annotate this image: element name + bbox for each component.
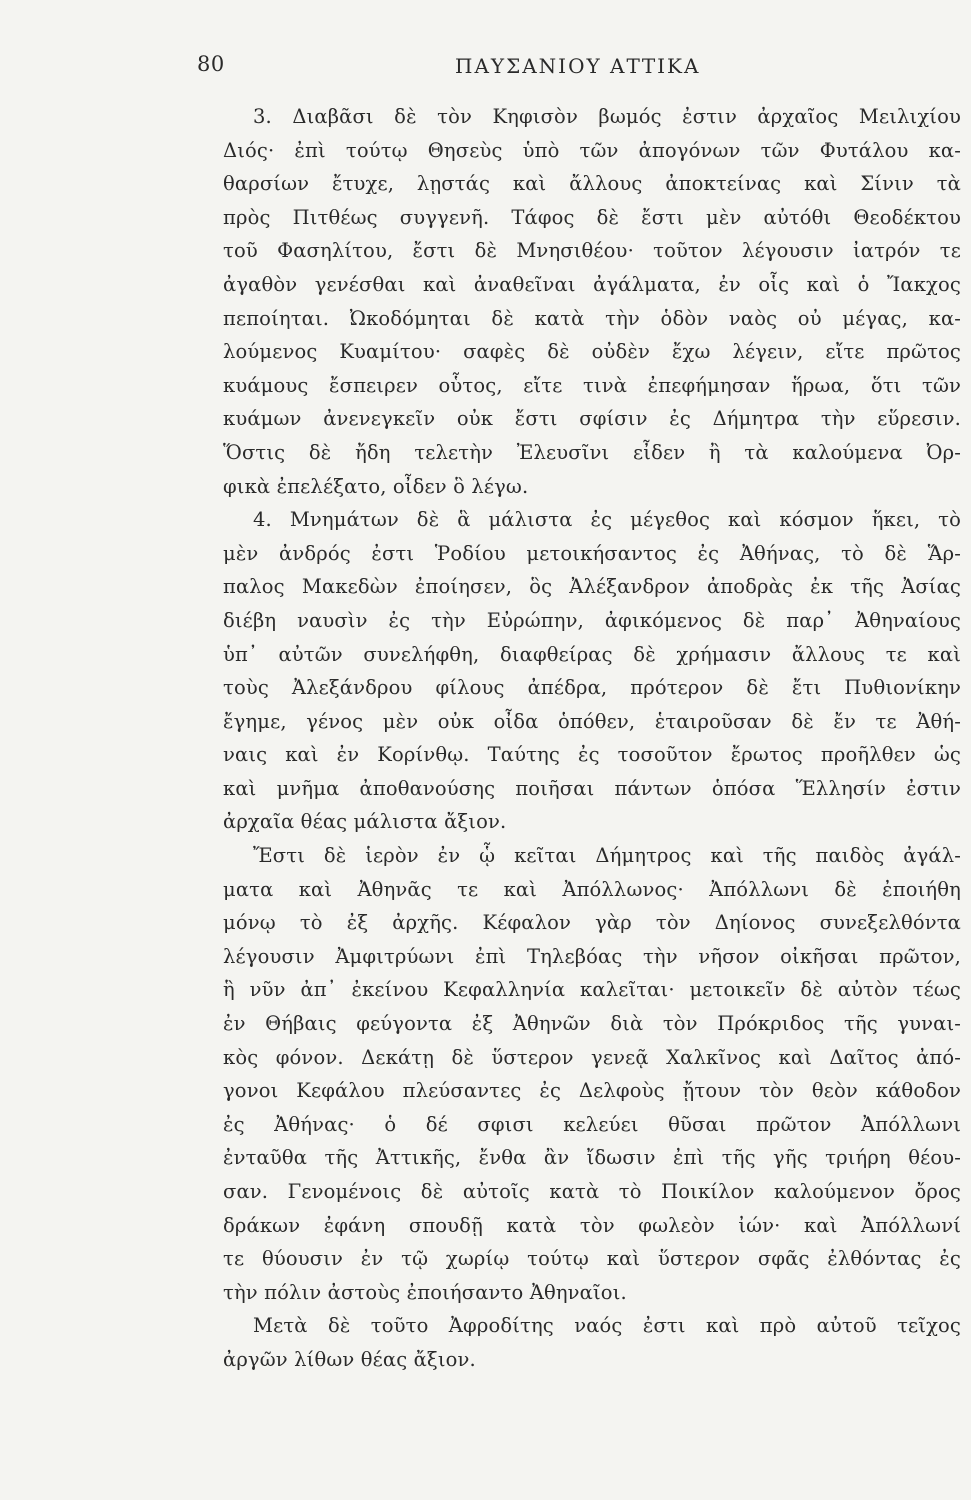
text-line: ἐν Θήβαις φεύγοντα ἐξ Ἀθηνῶν διὰ τὸν Πρόκριδος τῆς γυναι-	[223, 1012, 961, 1036]
text-line: ἐνταῦθα τῆς Ἀττικῆς, ἔνθα ἂν ἴδωσιν ἐπὶ τῆς γῆς τριήρη θέου-	[223, 1146, 961, 1170]
text-line: Μετὰ δὲ τοῦτο Ἀφροδίτης ναός ἐστι καὶ πρὸ αὐτοῦ τεῖχος	[253, 1314, 961, 1338]
running-title: ΠΑΥΣΑΝΙΟΥ ΑΤΤΙΚΑ	[455, 54, 701, 78]
text-line: δράκων ἐφάνη σπουδῇ κατὰ τὸν φωλεὸν ἰών· καὶ Ἀπόλλωνί	[223, 1213, 961, 1237]
text-line: διέβη ναυσὶν ἐς τὴν Εὐρώπην, ἀφικόμενος δὲ παρ᾽ Ἀθηναίους	[223, 608, 961, 632]
text-line: Ἔστι δὲ ἱερὸν ἐν ᾧ κεῖται Δήμητρος καὶ τῆς παιδὸς ἀγάλ-	[253, 844, 961, 868]
text-line: τὴν πόλιν ἀστοὺς ἐποιήσαντο Ἀθηναῖοι.	[223, 1280, 627, 1304]
text-line: μὲν ἀνδρός ἐστι Ῥοδίου μετοικήσαντος ἐς Ἀθήνας, τὸ δὲ Ἅρ-	[223, 541, 961, 565]
text-line: Ὅστις δὲ ἤδη τελετὴν Ἐλευσῖνι εἶδεν ἢ τὰ καλούμενα Ὀρ-	[223, 440, 961, 464]
text-line: τε θύουσιν ἐν τῷ χωρίῳ τούτῳ καὶ ὕστερον σφᾶς ἐλθόντας ἐς	[223, 1247, 961, 1271]
text-line: λέγουσιν Ἀμφιτρύωνι ἐπὶ Τηλεβόας τὴν νῆσον οἰκῆσαι πρῶτον,	[223, 944, 961, 968]
text-line: κὸς φόνον. Δεκάτῃ δὲ ὕστερον γενεᾷ Χαλκῖνος καὶ Δαῖτος ἀπό-	[223, 1045, 961, 1069]
text-line: ναις καὶ ἐν Κορίνθῳ. Ταύτης ἐς τοσοῦτον ἔρωτος προῆλθεν ὡς	[223, 743, 961, 767]
text-line: ἣ νῦν ἀπ᾽ ἐκείνου Κεφαλληνία καλεῖται· μετοικεῖν δὲ αὐτὸν τέως	[223, 978, 961, 1002]
text-line: καὶ μνῆμα ἀποθανούσης ποιῆσαι πάντων ὁπόσα Ἕλλησίν ἐστιν	[223, 776, 961, 800]
text-line: σαν. Γενομένοις δὲ αὐτοῖς κατὰ τὸ Ποικίλον καλούμενον ὄρος	[223, 1180, 961, 1203]
text-line: 4. Μνημάτων δὲ ἃ μάλιστα ἐς μέγεθος καὶ κόσμον ἥκει, τὸ	[253, 508, 961, 532]
text-line: πεποίηται. Ὠκοδόμηται δὲ κατὰ τὴν ὁδὸν ναὸς οὐ μέγας, κα-	[223, 306, 961, 330]
text-line: λούμενος Κυαμίτου· σαφὲς δὲ οὐδὲν ἔχω λέγειν, εἴτε πρῶτος	[223, 340, 961, 364]
text-line: μόνῳ τὸ ἐξ ἀρχῆς. Κέφαλον γὰρ τὸν Δηίονος συνεξελθόντα	[223, 911, 961, 935]
text-line: πρὸς Πιτθέως συγγενῆ. Τάφος δὲ ἔστι μὲν αὐτόθι Θεοδέκτου	[223, 205, 961, 229]
body-text	[223, 100, 961, 1377]
text-line: φικὰ ἐπελέξατο, οἶδεν ὃ λέγω.	[223, 474, 529, 498]
text-line: θαρσίων ἔτυχε, λῃστάς καὶ ἄλλους ἀποκτείνας καὶ Σίνιν τὰ	[223, 172, 961, 196]
text-line: ἀργῶν λίθων θέας ἄξιον.	[223, 1347, 476, 1371]
page-header	[0, 52, 971, 86]
text-line: ἔγημε, γένος μὲν οὐκ οἶδα ὁπόθεν, ἑταιροῦσαν δὲ ἔν τε Ἀθή-	[223, 709, 961, 733]
text-line: γονοι Κεφάλου πλεύσαντες ἐς Δελφοὺς ᾔτουν τὸν θεὸν κάθοδον	[223, 1079, 961, 1103]
text-line: παλος Μακεδὼν ἐποίησεν, ὃς Ἀλέξανδρον ἀποδρὰς ἐκ τῆς Ἀσίας	[223, 575, 961, 599]
text-line: ἀρχαῖα θέας μάλιστα ἄξιον.	[223, 810, 507, 834]
page-number: 80	[197, 52, 225, 76]
text-line: 3. Διαβᾶσι δὲ τὸν Κηφισὸν βωμός ἐστιν ἀρχαῖος Μειλιχίου	[253, 105, 961, 128]
text-line: ἀγαθὸν γενέσθαι καὶ ἀναθεῖναι ἀγάλματα, ἐν οἷς καὶ ὁ Ἴακχος	[223, 272, 961, 296]
text-line: κυάμους ἔσπειρεν οὗτος, εἴτε τινὰ ἐπεφήμησαν ἥρωα, ὅτι τῶν	[223, 373, 961, 397]
text-line: κυάμων ἀνενεγκεῖν οὐκ ἔστι σφίσιν ἐς Δήμητρα τὴν εὕρεσιν.	[223, 407, 961, 431]
text-line: τοὺς Ἀλεξάνδρου φίλους ἀπέδρα, πρότερον δὲ ἔτι Πυθιονίκην	[223, 676, 961, 700]
text-line: ἐς Ἀθήνας· ὁ δέ σφισι κελεύει θῦσαι πρῶτον Ἀπόλλωνι	[223, 1112, 961, 1136]
text-line: ὑπ᾽ αὐτῶν συνελήφθη, διαφθείρας δὲ χρήμασιν ἄλλους τε καὶ	[223, 642, 961, 666]
text-line: τοῦ Φασηλίτου, ἔστι δὲ Μνησιθέου· τοῦτον λέγουσιν ἰατρόν τε	[223, 239, 961, 263]
text-line: Διός· ἐπὶ τούτῳ Θησεὺς ὑπὸ τῶν ἀπογόνων τῶν Φυτάλου κα-	[223, 138, 961, 162]
text-line: ματα καὶ Ἀθηνᾶς τε καὶ Ἀπόλλωνος· Ἀπόλλωνι δὲ ἐποιήθη	[223, 877, 961, 901]
